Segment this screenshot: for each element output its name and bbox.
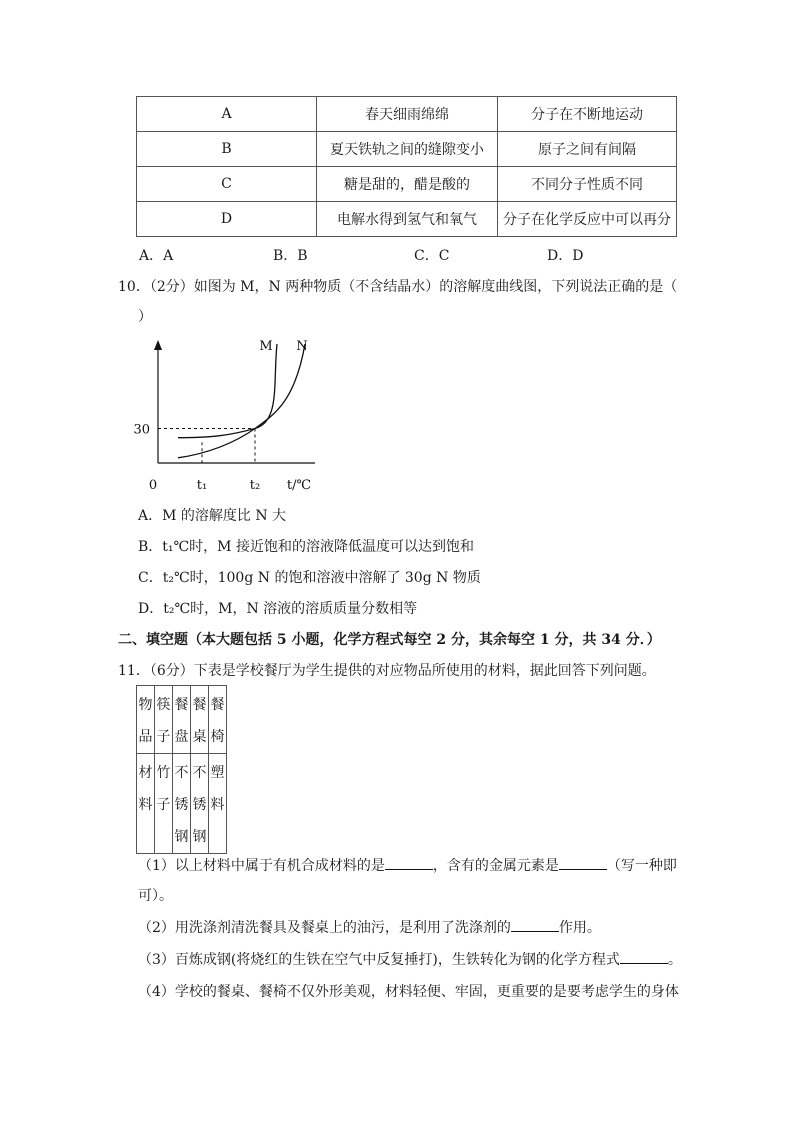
- q11-part1-cont: 可）。: [138, 888, 173, 904]
- q9-option-c[interactable]: C．C: [414, 248, 450, 264]
- cell-chopsticks: 筷子: [155, 686, 173, 754]
- q11-blank-4[interactable]: [620, 963, 668, 964]
- cell-plastic: 塑料: [209, 754, 227, 854]
- y-tick-30: 30: [133, 422, 150, 438]
- cell-material-header: 材料: [137, 754, 155, 854]
- q10-option-d[interactable]: D．t₂℃时，M，N 溶液的溶质质量分数相等: [138, 601, 418, 617]
- series-label-m: M: [259, 339, 273, 354]
- q9-cell-explanation: 不同分子性质不同: [498, 167, 677, 202]
- q9-table-row: [137, 97, 677, 132]
- q11-blank-3[interactable]: [511, 931, 559, 932]
- q9-cell-option: B: [137, 132, 317, 167]
- q11-part1-a: （1）以上材料中属于有机合成材料的是: [138, 858, 385, 874]
- q10-option-c[interactable]: C．t₂℃时，100g N 的饱和溶液中溶解了 30g N 物质: [138, 570, 481, 586]
- q10-stem-line2: ）: [138, 309, 152, 325]
- series-label-n: N: [296, 339, 308, 354]
- q9-options: [139, 245, 583, 265]
- q11-part2: [138, 917, 601, 937]
- q9-option-a[interactable]: A．A: [139, 248, 174, 264]
- x-tick-t1: t₁: [196, 478, 208, 493]
- q11-part3: [138, 949, 682, 969]
- cell-item-header: 物品: [137, 686, 155, 754]
- q9-table-row: [137, 132, 677, 167]
- q9-cell-phenomenon: 夏天铁轨之间的缝隙变小: [317, 132, 498, 167]
- q9-table: [136, 96, 677, 237]
- q9-cell-option: D: [137, 202, 317, 237]
- q11-stem: 11．（6分）下表是学校餐厅为学生提供的对应物品所使用的材料，据此回答下列问题。: [118, 663, 656, 679]
- y-axis-arrow: [154, 340, 162, 350]
- q11-blank-1[interactable]: [385, 869, 433, 870]
- q9-table-row: [137, 202, 677, 237]
- q9-cell-option: C: [137, 167, 317, 202]
- q9-cell-option: A: [137, 97, 317, 132]
- q9-option-b[interactable]: B．B: [273, 248, 308, 264]
- q9-table-row: [137, 167, 677, 202]
- q9-cell-phenomenon: 电解水得到氢气和氧气: [317, 202, 498, 237]
- x-axis-label: t/℃: [286, 478, 312, 493]
- cell-steel-table: 不锈钢: [191, 754, 209, 854]
- q11-part1-c: （写一种即: [606, 858, 677, 874]
- section2-title: 二、填空题（本大题包括 5 小题，化学方程式每空 2 分，其余每空 1 分，共 34 分．）: [118, 632, 661, 648]
- q11-blank-2[interactable]: [559, 869, 607, 870]
- q9-cell-phenomenon: 春天细雨绵绵: [317, 97, 498, 132]
- q10-stem-line1: 10．（2分）如图为 M，N 两种物质（不含结晶水）的溶解度曲线图，下列说法正确的是（: [118, 279, 678, 295]
- cell-table: 餐桌: [191, 686, 209, 754]
- cell-plate: 餐盘: [173, 686, 191, 754]
- q10-option-a[interactable]: A．M 的溶解度比 N 大: [138, 508, 287, 524]
- q9-cell-explanation: 分子在不断地运动: [498, 97, 677, 132]
- q9-option-d[interactable]: D．D: [547, 248, 584, 264]
- materials-table: [136, 685, 227, 854]
- q10-option-b[interactable]: B．t₁℃时，M 接近饱和的溶液降低温度可以达到饱和: [138, 539, 474, 555]
- q9-cell-explanation: 原子之间有间隔: [498, 132, 677, 167]
- origin-label: 0: [148, 478, 158, 493]
- solubility-chart: [133, 332, 320, 493]
- q11-part1-b: ，含有的金属元素是: [432, 858, 559, 874]
- x-tick-t2: t₂: [249, 478, 261, 493]
- q11-part2-a: （2）用洗涤剂清洗餐具及餐桌上的油污，是利用了洗涤剂的: [138, 920, 511, 936]
- q11-part3-b: 。: [667, 952, 682, 968]
- q11-part2-b: 作用。: [558, 920, 601, 936]
- cell-steel-plate: 不锈钢: [173, 754, 191, 854]
- curve-n: [178, 344, 305, 458]
- q9-cell-phenomenon: 糖是甜的，醋是酸的: [317, 167, 498, 202]
- cell-bamboo: 竹子: [155, 754, 173, 854]
- q9-cell-explanation: 分子在化学反应中可以再分: [498, 202, 677, 237]
- q11-part1: [138, 855, 677, 875]
- q11-part3-a: （3）百炼成钢(将烧红的生铁在空气中反复捶打)，生铁转化为钢的化学方程式: [138, 952, 620, 968]
- q11-part4: （4）学校的餐桌、餐椅不仅外形美观，材料轻便、牢固，更重要的是要考虑学生的身体: [138, 984, 679, 1000]
- cell-chair: 餐椅: [209, 686, 227, 754]
